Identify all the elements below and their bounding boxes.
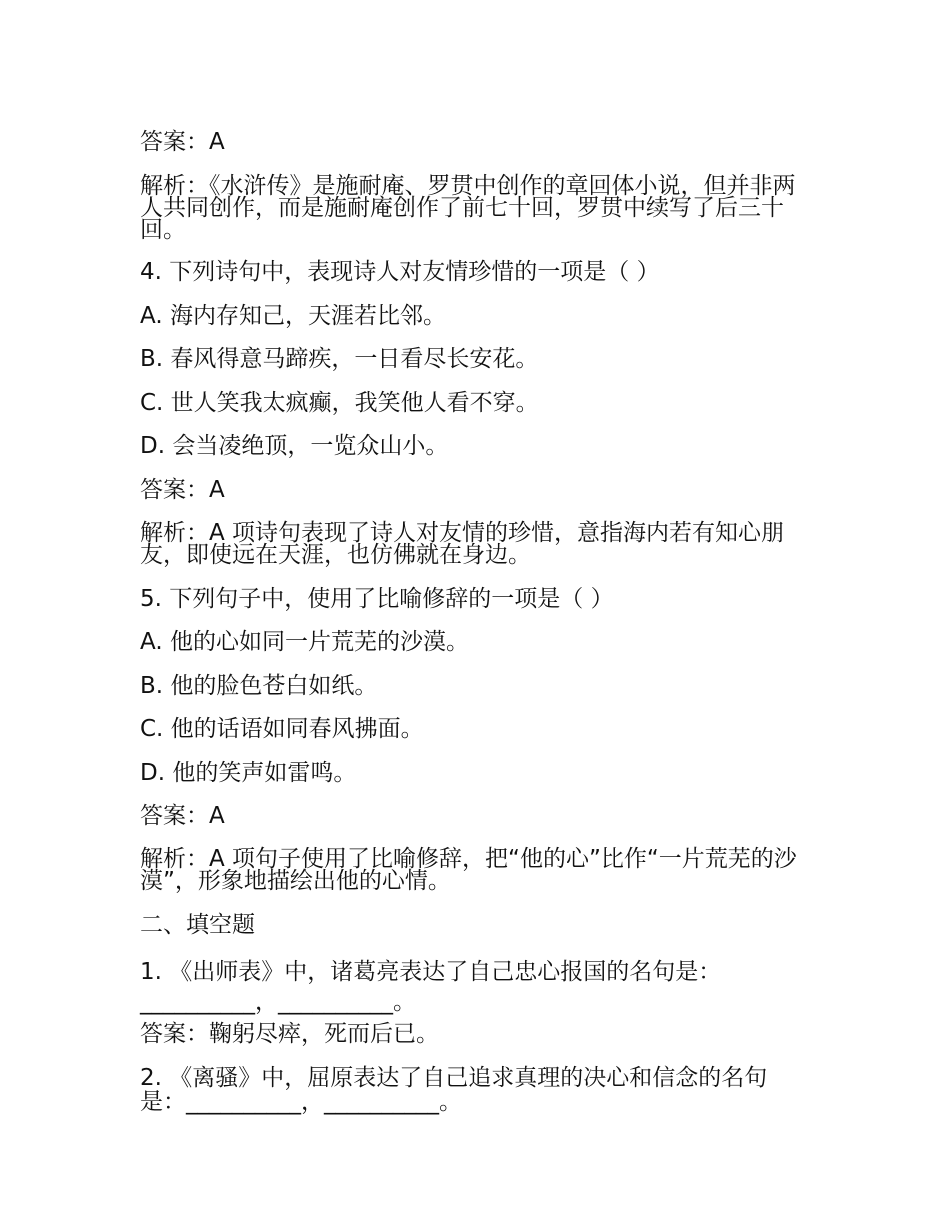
question-5-option-a: A. 他的心如同一片荒芜的沙漠。 <box>140 629 469 655</box>
question-4-option-b: B. 春风得意马蹄疾，一日看尽长安花。 <box>140 346 539 372</box>
question-4-option-d: D. 会当凌绝顶，一览众山小。 <box>140 433 449 459</box>
question-4-option-a: A. 海内存知己，天涯若比邻。 <box>140 303 446 329</box>
fill-answer-1: 答案：鞠躬尽瘁，死而后已。 <box>140 1021 439 1047</box>
answer-5: 答案：A <box>140 803 225 829</box>
question-5-option-d: D. 他的笑声如雷鸣。 <box>140 760 357 786</box>
analysis-4: 解析：A 项诗句表现了诗人对友情的珍惜，意指海内若有知心朋友，即使远在天涯，也仿佛就在身边。 <box>140 520 785 568</box>
question-4: 4. 下列诗句中，表现诗人对友情珍惜的一项是（ ） <box>140 259 660 285</box>
question-5-option-c: C. 他的话语如同春风拂面。 <box>140 716 424 742</box>
section-heading-fill-in: 二、填空题 <box>140 912 255 938</box>
analysis-3: 解析：《水浒传》是施耐庵、罗贯中创作的章回体小说，但并非两人共同创作，而是施耐庵创作了前七十回，罗贯中续写了后三十回。 <box>140 173 796 243</box>
answer-4: 答案：A <box>140 477 225 503</box>
question-4-option-c: C. 世人笑我太疯癫，我笑他人看不穿。 <box>140 390 539 416</box>
question-5: 5. 下列句子中，使用了比喻修辞的一项是（ ） <box>140 586 614 612</box>
answer-3: 答案：A <box>140 129 225 155</box>
question-5-option-b: B. 他的脸色苍白如纸。 <box>140 673 378 699</box>
fill-question-1: 1. 《出师表》中，诸葛亮表达了自己忠心报国的名句是：__________，__________。 <box>140 959 722 1015</box>
analysis-5: 解析：A 项句子使用了比喻修辞，把“他的心”比作“一片荒芜的沙漠”，形象地描绘出他的心情。 <box>140 846 797 894</box>
fill-question-2: 2. 《离骚》中，屈原表达了自己追求真理的决心和信念的名句是：__________，__________。 <box>140 1065 768 1115</box>
